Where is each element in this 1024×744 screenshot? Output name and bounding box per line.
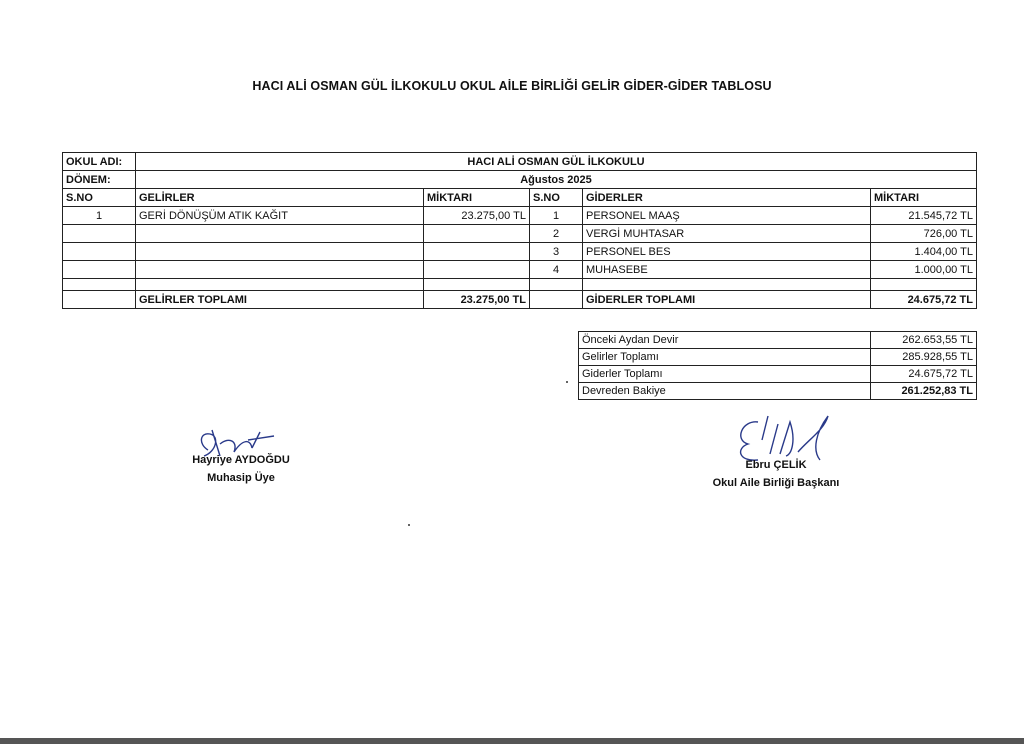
expense-total-label: GİDERLER TOPLAMI xyxy=(583,291,871,309)
summary-row xyxy=(579,366,977,383)
expense-amount: 1.404,00 TL xyxy=(871,243,977,261)
summary-label: Önceki Aydan Devir xyxy=(579,332,871,349)
summary-value: 262.653,55 TL xyxy=(871,332,977,349)
summary-table xyxy=(578,331,977,400)
summary-label: Giderler Toplamı xyxy=(579,366,871,383)
summary-row xyxy=(579,349,977,366)
left-signer-name: Hayriye AYDOĞDU xyxy=(192,454,290,466)
summary-value: 285.928,55 TL xyxy=(871,349,977,366)
scan-speck xyxy=(566,381,568,383)
summary-value: 24.675,72 TL xyxy=(871,366,977,383)
income-expense-table xyxy=(62,152,977,309)
table-row xyxy=(63,225,977,243)
expense-name: PERSONEL BES xyxy=(583,243,871,261)
summary-row xyxy=(579,383,977,400)
income-header: GELİRLER xyxy=(136,189,424,207)
expense-no: 3 xyxy=(530,243,583,261)
column-header-row xyxy=(63,189,977,207)
income-amount-header: MİKTARI xyxy=(424,189,530,207)
right-signer-name: Ebru ÇELİK xyxy=(745,459,807,471)
income-name: GERİ DÖNÜŞÜM ATIK KAĞIT xyxy=(136,207,424,225)
income-total-value: 23.275,00 TL xyxy=(424,291,530,309)
expense-sno-header: S.NO xyxy=(530,189,583,207)
totals-row xyxy=(63,291,977,309)
income-amount: 23.275,00 TL xyxy=(424,207,530,225)
summary-label: Devreden Bakiye xyxy=(579,383,871,400)
expense-name: VERGİ MUHTASAR xyxy=(583,225,871,243)
period-label: DÖNEM: xyxy=(63,171,136,189)
right-signature-block xyxy=(705,459,847,489)
school-name: HACI ALİ OSMAN GÜL İLKOKULU xyxy=(136,153,977,171)
sno-header: S.NO xyxy=(63,189,136,207)
summary-value: 261.252,83 TL xyxy=(871,383,977,400)
empty-row xyxy=(63,279,977,291)
expense-no: 2 xyxy=(530,225,583,243)
expense-name: PERSONEL MAAŞ xyxy=(583,207,871,225)
table-row xyxy=(63,207,977,225)
expense-no: 1 xyxy=(530,207,583,225)
expense-total-value: 24.675,72 TL xyxy=(871,291,977,309)
expense-header: GİDERLER xyxy=(583,189,871,207)
expense-amount: 726,00 TL xyxy=(871,225,977,243)
left-signer-role: Muhasip Üye xyxy=(207,472,275,484)
period-row xyxy=(63,171,977,189)
period-value: Ağustos 2025 xyxy=(136,171,977,189)
school-row xyxy=(63,153,977,171)
income-no: 1 xyxy=(63,207,136,225)
scan-speck xyxy=(408,524,410,526)
expense-amount: 21.545,72 TL xyxy=(871,207,977,225)
table-row xyxy=(63,243,977,261)
scan-border xyxy=(0,738,1024,744)
school-label: OKUL ADI: xyxy=(63,153,136,171)
summary-row xyxy=(579,332,977,349)
expense-no: 4 xyxy=(530,261,583,279)
income-total-label: GELİRLER TOPLAMI xyxy=(136,291,424,309)
expense-amount: 1.000,00 TL xyxy=(871,261,977,279)
right-signer-role: Okul Aile Birliği Başkanı xyxy=(712,477,840,489)
expense-amount-header: MİKTARI xyxy=(871,189,977,207)
expense-name: MUHASEBE xyxy=(583,261,871,279)
summary-label: Gelirler Toplamı xyxy=(579,349,871,366)
left-signature-block xyxy=(178,454,304,484)
document-title: HACI ALİ OSMAN GÜL İLKOKULU OKUL AİLE BİRLİĞİ GELİR GİDER-GİDER TABLOSU xyxy=(252,79,772,93)
table-row xyxy=(63,261,977,279)
